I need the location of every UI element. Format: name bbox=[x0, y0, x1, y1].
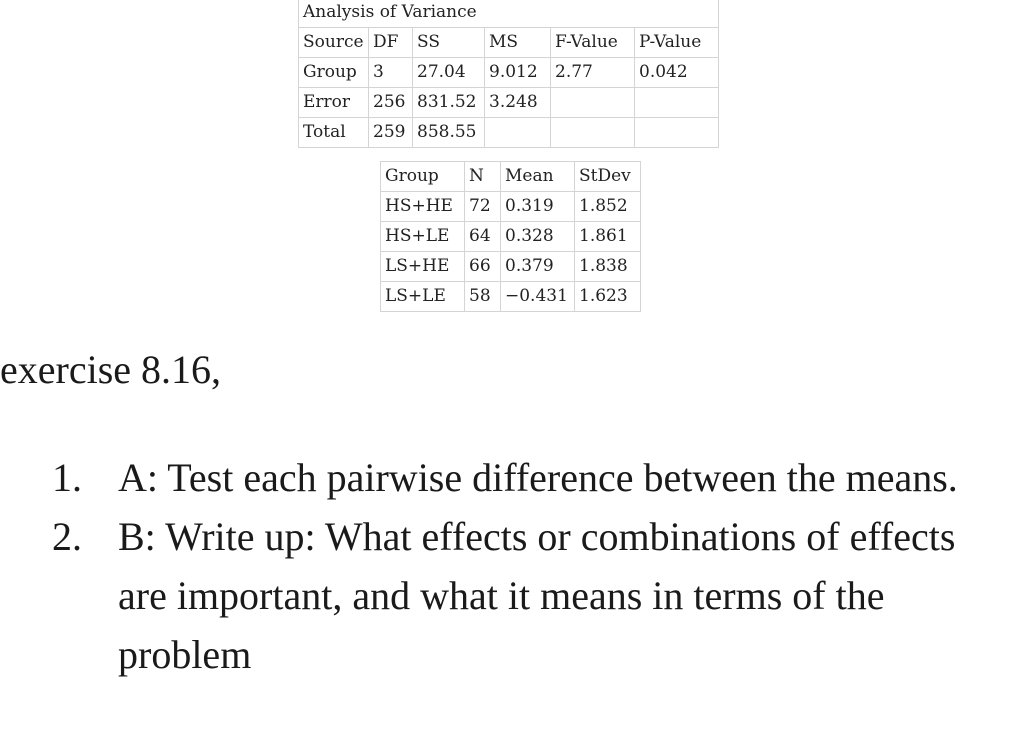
anova-row-error bbox=[299, 88, 719, 118]
group-stats-header-cell: N bbox=[465, 162, 501, 192]
anova-header-cell: Source bbox=[299, 28, 369, 58]
task-item bbox=[52, 448, 997, 507]
group-stats-row bbox=[381, 252, 641, 282]
group-stats-cell: 64 bbox=[465, 222, 501, 252]
anova-cell: 256 bbox=[369, 88, 413, 118]
group-stats-cell: 1.852 bbox=[575, 192, 641, 222]
group-stats-cell: 0.328 bbox=[501, 222, 575, 252]
task-number: 1. bbox=[52, 455, 82, 500]
anova-cell bbox=[485, 118, 551, 148]
task-text: B: Write up: What effects or combinations of effects are important, and what it means in terms of the problem bbox=[118, 514, 956, 677]
anova-cell: 27.04 bbox=[413, 58, 485, 88]
group-stats-cell: 1.861 bbox=[575, 222, 641, 252]
anova-cell: 3 bbox=[369, 58, 413, 88]
anova-header-cell: F-Value bbox=[551, 28, 635, 58]
anova-header-cell: MS bbox=[485, 28, 551, 58]
anova-cell bbox=[551, 118, 635, 148]
group-stats-cell: 1.623 bbox=[575, 282, 641, 312]
anova-cell: Group bbox=[299, 58, 369, 88]
group-stats-cell: HS+LE bbox=[381, 222, 465, 252]
anova-row-total bbox=[299, 118, 719, 148]
anova-row-group bbox=[299, 58, 719, 88]
anova-caption: Analysis of Variance bbox=[299, 0, 719, 28]
group-stats-row bbox=[381, 222, 641, 252]
anova-header-row bbox=[299, 28, 719, 58]
anova-cell: 3.248 bbox=[485, 88, 551, 118]
anova-table bbox=[298, 0, 719, 148]
task-number: 2. bbox=[52, 514, 82, 559]
anova-cell: 0.042 bbox=[635, 58, 719, 88]
anova-header-cell: DF bbox=[369, 28, 413, 58]
group-stats-header-cell: StDev bbox=[575, 162, 641, 192]
group-stats-row bbox=[381, 192, 641, 222]
group-stats-cell: LS+HE bbox=[381, 252, 465, 282]
group-stats-cell: 1.838 bbox=[575, 252, 641, 282]
anova-cell bbox=[551, 88, 635, 118]
group-stats-cell: LS+LE bbox=[381, 282, 465, 312]
group-stats-header-cell: Mean bbox=[501, 162, 575, 192]
anova-header-cell: P-Value bbox=[635, 28, 719, 58]
group-stats-cell: 58 bbox=[465, 282, 501, 312]
task-item bbox=[52, 507, 997, 684]
anova-cell: Total bbox=[299, 118, 369, 148]
group-stats-cell: HS+HE bbox=[381, 192, 465, 222]
group-stats-cell: −0.431 bbox=[501, 282, 575, 312]
task-text: A: Test each pairwise difference between the means. bbox=[118, 455, 958, 500]
group-stats-cell: 72 bbox=[465, 192, 501, 222]
group-stats-header-cell: Group bbox=[381, 162, 465, 192]
group-stats-cell: 0.379 bbox=[501, 252, 575, 282]
anova-cell: 831.52 bbox=[413, 88, 485, 118]
anova-cell: 259 bbox=[369, 118, 413, 148]
anova-cell bbox=[635, 88, 719, 118]
anova-cell: 2.77 bbox=[551, 58, 635, 88]
group-stats-cell: 66 bbox=[465, 252, 501, 282]
group-stats-table bbox=[380, 161, 641, 312]
anova-header-cell: SS bbox=[413, 28, 485, 58]
exercise-label: exercise 8.16, bbox=[0, 347, 222, 392]
task-list bbox=[52, 448, 997, 684]
group-stats-row bbox=[381, 282, 641, 312]
anova-caption-row bbox=[299, 0, 719, 28]
group-stats-header-row bbox=[381, 162, 641, 192]
anova-cell bbox=[635, 118, 719, 148]
anova-cell: 9.012 bbox=[485, 58, 551, 88]
group-stats-cell: 0.319 bbox=[501, 192, 575, 222]
anova-cell: Error bbox=[299, 88, 369, 118]
anova-cell: 858.55 bbox=[413, 118, 485, 148]
